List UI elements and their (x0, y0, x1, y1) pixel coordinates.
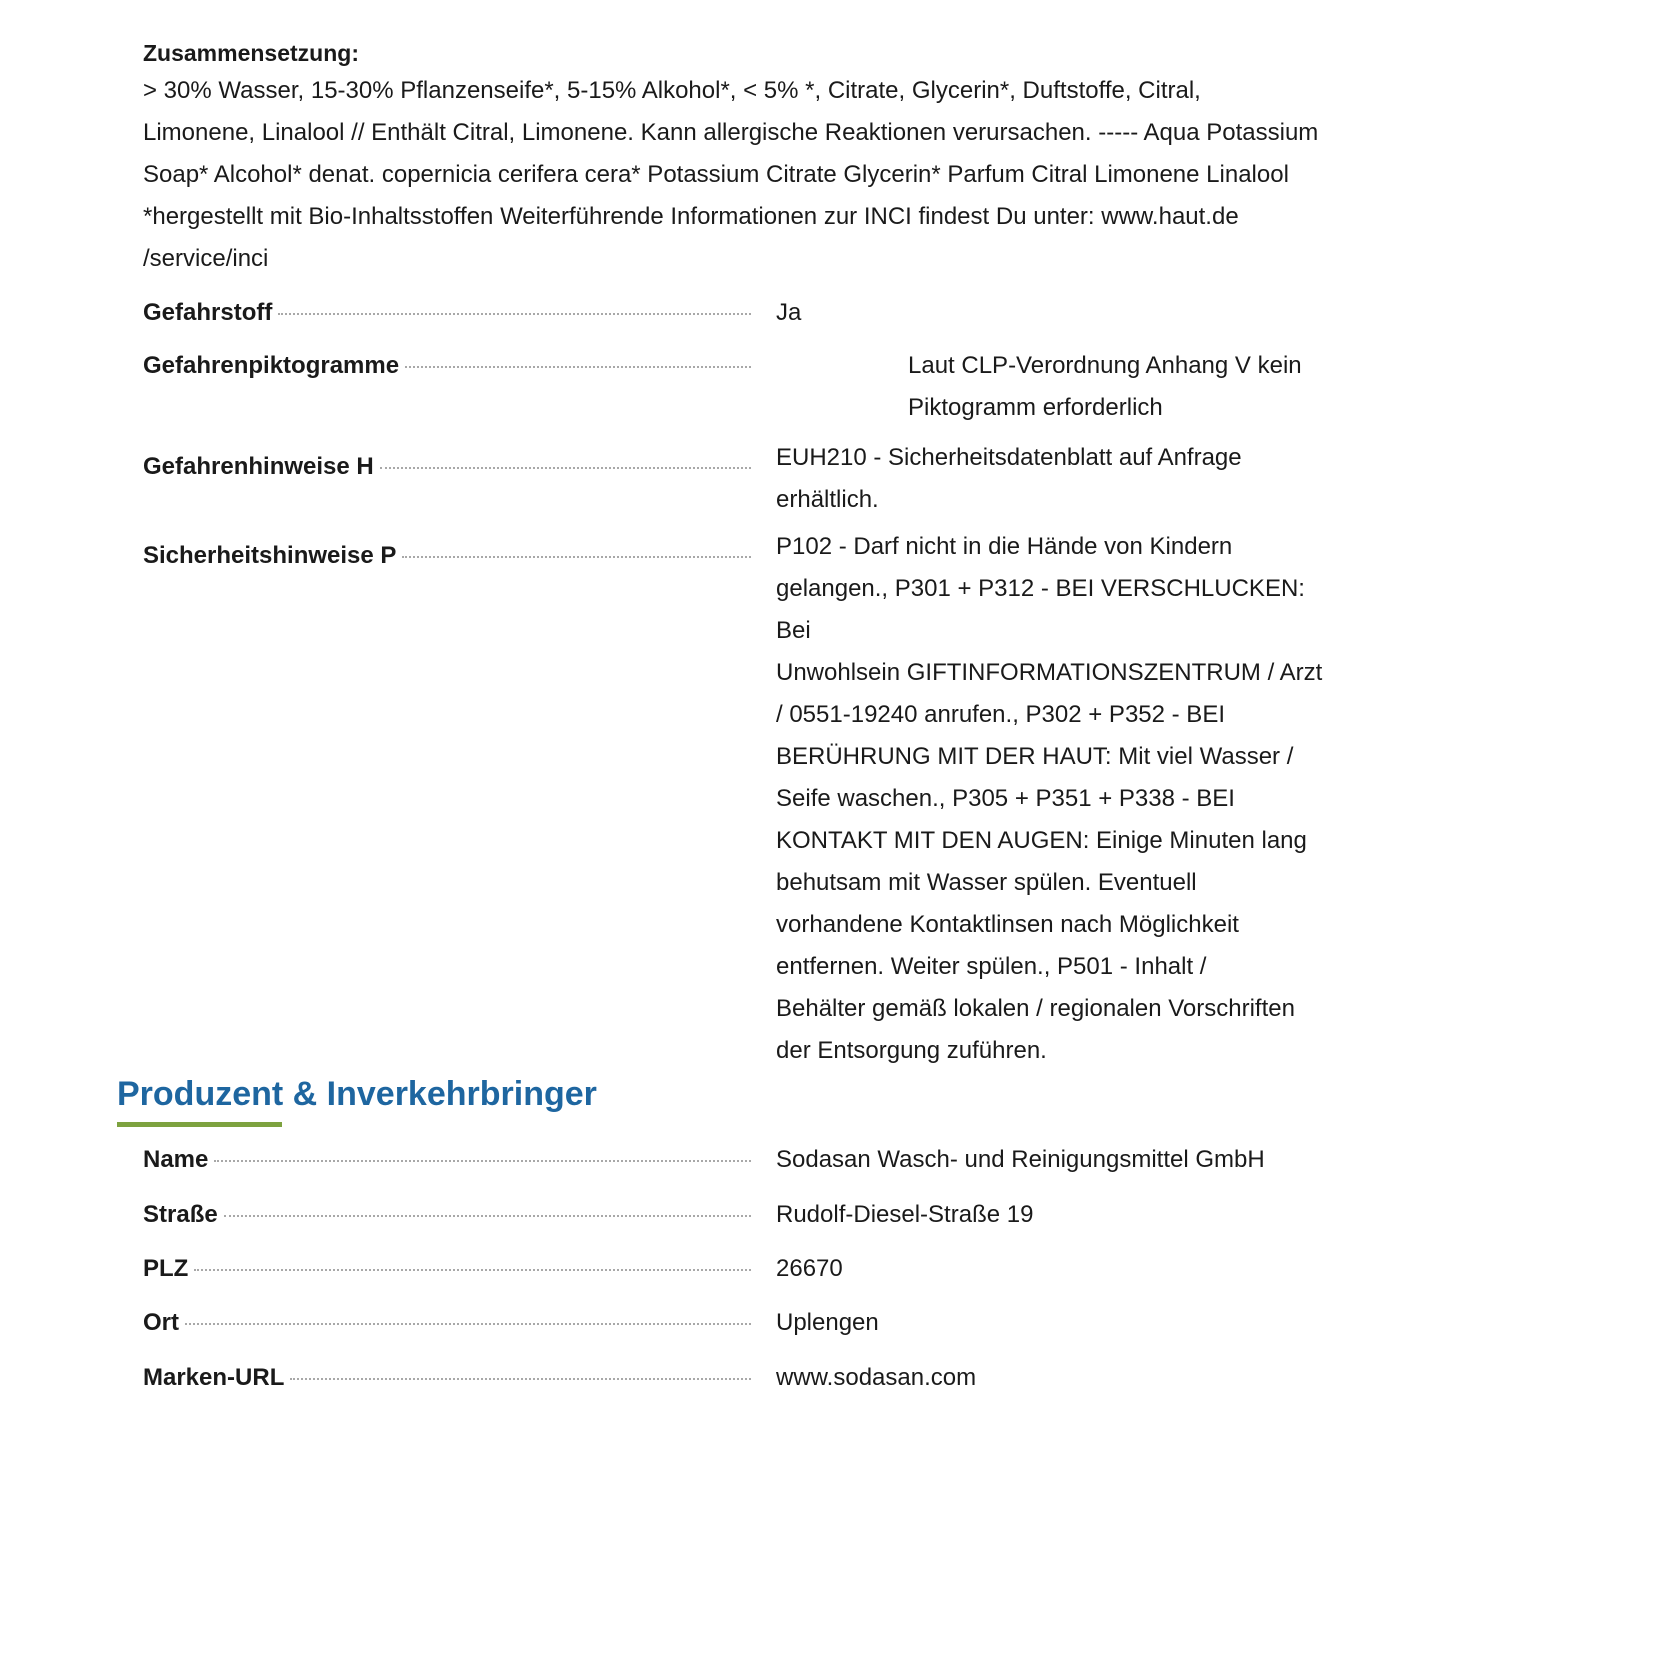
producer-section-heading: Produzent & Inverkehrbringer (117, 1075, 597, 1113)
dotted-leader (402, 556, 751, 558)
p-statements-value: P102 - Darf nicht in die Hände von Kindern gelangen., P301 + P312 - BEI VERSCHLUCKEN: Bei Unwohlsein GIFTINFORMATIONSZENTRUM / Arzt / 0551-19240 anrufen., P302 + P352 - BEI BERÜHRUNG MIT DER HAUT: Mit viel Wasser / Seife waschen., P305 + P351 + P338 - BEI KONTAKT MIT DEN AUGEN: Einige Minuten lang behutsam mit Wasser spülen. Eventuell vorhandene Kontaktlinsen nach Möglichkeit entfernen. Weiter spülen., P501 - Inhalt / Behälter gemäß lokalen / regionalen Vorschriften der Entsorgung zuführen. (776, 533, 1323, 1064)
dotted-leader (380, 467, 751, 469)
producer-postal-code-label: PLZ (143, 1255, 189, 1282)
h-statements-value: EUH210 - Sicherheitsdatenblatt auf Anfrage erhältlich. (776, 444, 1242, 513)
producer-city-label: Ort (143, 1309, 179, 1336)
dotted-leader (290, 1378, 751, 1380)
brand-url-label: Marken-URL (143, 1364, 285, 1391)
brand-url-link[interactable]: www.sodasan.com (776, 1364, 977, 1391)
dotted-leader (278, 313, 751, 315)
pictograms-value: Laut CLP-Verordnung Anhang V kein Piktogramm erforderlich (908, 352, 1302, 421)
producer-postal-code-value: 26670 (776, 1255, 843, 1282)
hazardous-substance-label: Gefahrstoff (143, 299, 273, 326)
dotted-leader (214, 1160, 751, 1162)
dotted-leader (224, 1215, 751, 1217)
dotted-leader (405, 366, 751, 368)
heading-underline (117, 1122, 282, 1127)
composition-section (143, 36, 1403, 280)
dotted-leader (194, 1269, 751, 1271)
h-statements-label: Gefahrenhinweise H (143, 453, 374, 480)
producer-street-value: Rudolf-Diesel-Straße 19 (776, 1201, 1034, 1228)
composition-label: Zusammensetzung: (143, 40, 359, 66)
dotted-leader (185, 1323, 751, 1325)
producer-street-label: Straße (143, 1201, 218, 1228)
hazardous-substance-value: Ja (776, 299, 802, 326)
composition-text: > 30% Wasser, 15-30% Pflanzenseife*, 5-15% Alkohol*, < 5% *, Citrate, Glycerin*, Duftstoffe, Citral, Limonene, Linalool // Enthält Citral, Limonene. Kann allergische Reaktionen verursachen. ----- Aqua Potassium Soap* Alcohol* denat. copernicia cerifera cera* Potassium Citrate Glycerin* Parfum Citral Limonene Linalool *hergestellt mit Bio-Inhaltsstoffen Weiterführende Informationen zur INCI findest Du unter: www.haut.de /service/inci (143, 77, 1319, 272)
producer-name-label: Name (143, 1146, 209, 1173)
pictograms-label: Gefahrenpiktogramme (143, 352, 400, 379)
producer-name-value: Sodasan Wasch- und Reinigungsmittel GmbH (776, 1146, 1265, 1173)
p-statements-label: Sicherheitshinweise P (143, 542, 397, 569)
producer-city-value: Uplengen (776, 1309, 879, 1336)
